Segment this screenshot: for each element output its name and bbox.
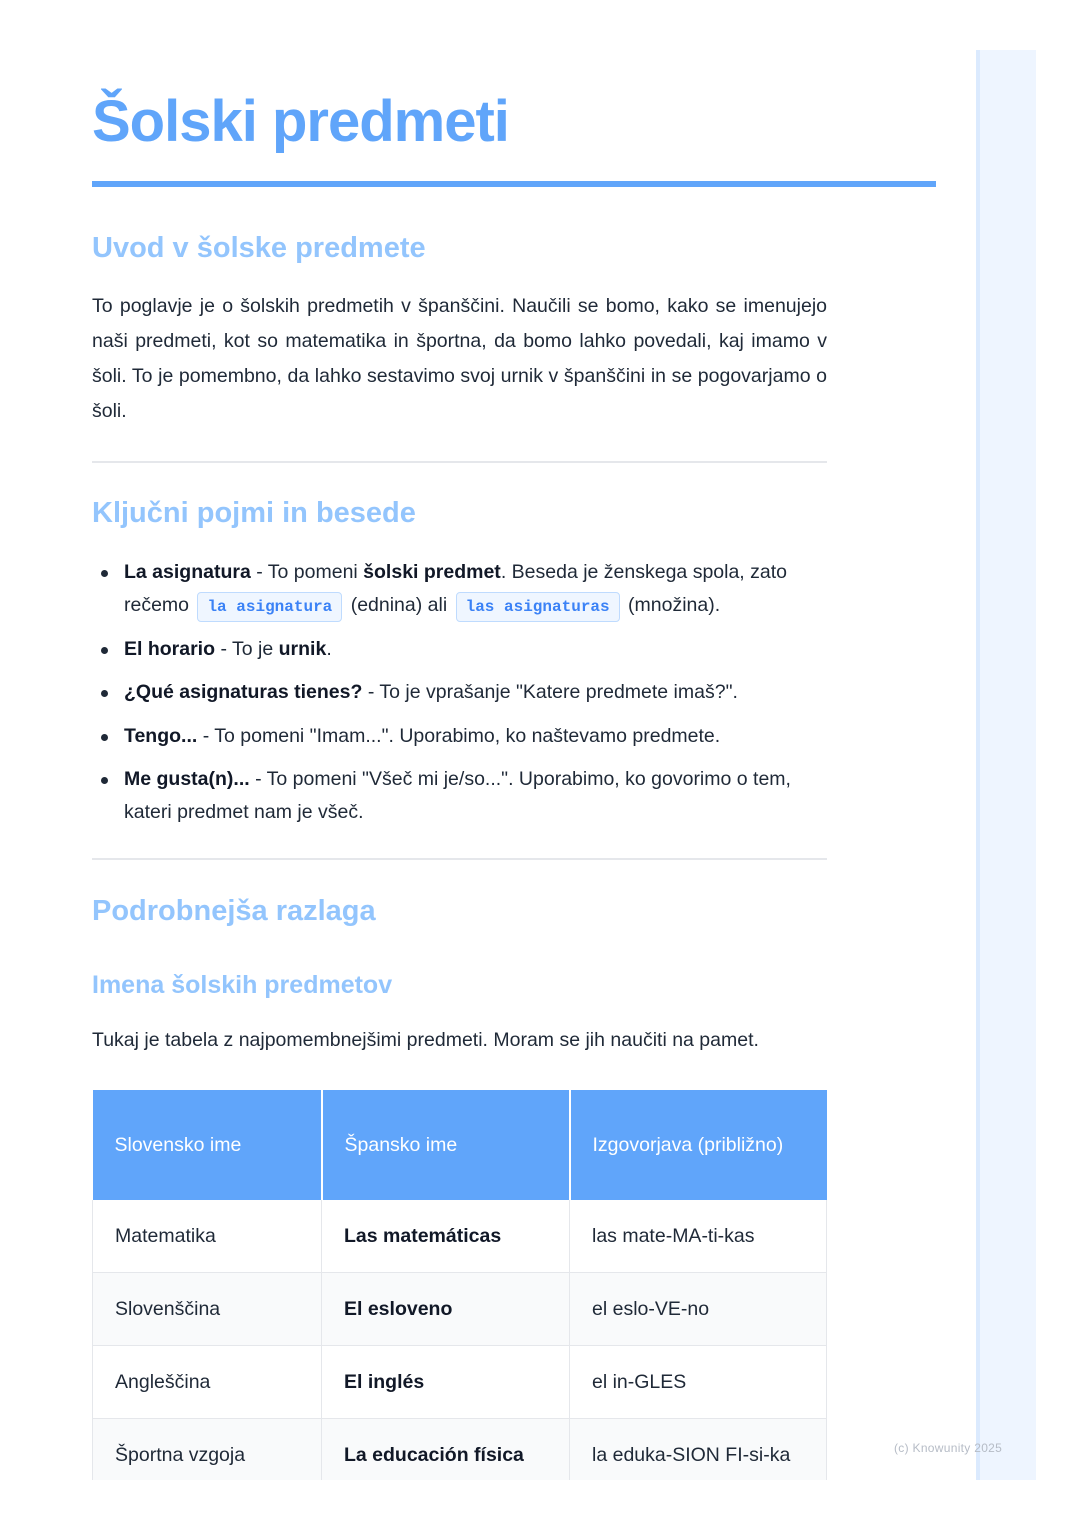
section-heading-details: Podrobnejša razlaga	[92, 895, 376, 927]
document-body	[92, 0, 936, 1480]
cell-slovene: Slovenščina	[93, 1273, 322, 1346]
list-item	[92, 556, 832, 622]
section-divider	[92, 461, 827, 463]
table-row	[93, 1346, 827, 1419]
definition-text: (ednina) ali	[345, 594, 453, 616]
cell-pronunciation: la eduka-SION FI-si-ka	[570, 1419, 827, 1481]
separator: -	[249, 768, 267, 790]
subjects-table	[92, 1090, 827, 1480]
section-divider	[92, 858, 827, 860]
subsection-heading: Imena šolskih predmetov	[92, 971, 393, 999]
definition-text: (množina).	[622, 594, 721, 616]
title-underline	[92, 181, 936, 187]
term: El horario	[124, 637, 216, 660]
separator: -	[250, 561, 268, 583]
column-header: Slovensko ime	[93, 1090, 322, 1200]
section-heading-key-terms: Ključni pojmi in besede	[92, 497, 416, 529]
bullet-icon	[101, 734, 108, 741]
column-header: Špansko ime	[322, 1090, 570, 1200]
list-item	[92, 633, 832, 666]
separator: -	[197, 724, 215, 747]
table-header-row	[93, 1090, 827, 1200]
list-item	[92, 720, 832, 753]
table-row	[93, 1273, 827, 1346]
cell-pronunciation: las mate-MA-ti-kas	[570, 1200, 827, 1273]
table-row	[93, 1200, 827, 1273]
separator: -	[362, 681, 380, 703]
column-header: Izgovorjava (približno)	[570, 1090, 827, 1200]
page-title: Šolski predmeti	[92, 89, 509, 154]
definition-text: . Beseda je ženskega spola, zato rečemo	[124, 561, 787, 616]
term: ¿Qué asignaturas tienes?	[124, 681, 363, 703]
term: Me gusta(n)...	[124, 768, 250, 790]
term: La asignatura	[124, 561, 251, 583]
cell-spanish: El esloveno	[322, 1273, 570, 1346]
definition-text: To je	[232, 637, 279, 660]
cell-spanish: La educación física	[322, 1419, 570, 1481]
definition-text: .	[326, 637, 332, 660]
watermark: (c) Knowunity 2025	[894, 1441, 1003, 1455]
bullet-icon	[101, 570, 108, 577]
bullet-icon	[101, 647, 108, 654]
term: Tengo...	[124, 724, 198, 747]
section-heading-intro: Uvod v šolske predmete	[92, 232, 426, 264]
list-item	[92, 763, 832, 829]
cell-slovene: Angleščina	[93, 1346, 322, 1419]
table-row	[93, 1419, 827, 1481]
cell-pronunciation: el in-GLES	[570, 1346, 827, 1419]
cell-spanish: Las matemáticas	[322, 1200, 570, 1273]
intro-paragraph: To poglavje je o šolskih predmetih v španščini. Naučili se bomo, kako se imenujejo naši predmeti, kot so matematika in športna, da bomo lahko povedali, kaj imamo v šoli. To je pomembno, da lahko sestavimo svoj urnik v španščini in se pogovarjamo o šoli.	[92, 295, 827, 422]
key-terms-list	[92, 556, 832, 840]
cell-slovene: Športna vzgoja	[93, 1419, 322, 1481]
definition-text: To pomeni	[267, 561, 364, 583]
side-panel	[976, 50, 1036, 1480]
bullet-icon	[101, 777, 108, 784]
definition-text: To pomeni "Všeč mi je/so...". Uporabimo, ko govorimo o tem, kateri predmet nam je všeč.	[124, 768, 791, 823]
cell-pronunciation: el eslo-VE-no	[570, 1273, 827, 1346]
definition-text: To je vprašanje "Katere predmete imaš?".	[379, 681, 738, 703]
bullet-icon	[101, 690, 108, 697]
emphasis: šolski predmet	[363, 561, 501, 583]
separator: -	[215, 637, 233, 660]
emphasis: urnik	[278, 637, 327, 660]
cell-spanish: El inglés	[322, 1346, 570, 1419]
code-snippet: la asignatura	[197, 592, 342, 622]
definition-text: To pomeni "Imam...". Uporabimo, ko naštevamo predmete.	[214, 724, 721, 747]
code-snippet: las asignaturas	[456, 592, 620, 622]
table-intro-text: Tukaj je tabela z najpomembnejšimi predmeti. Moram se jih naučiti na pamet.	[92, 1029, 759, 1051]
cell-slovene: Matematika	[93, 1200, 322, 1273]
list-item	[92, 676, 832, 709]
